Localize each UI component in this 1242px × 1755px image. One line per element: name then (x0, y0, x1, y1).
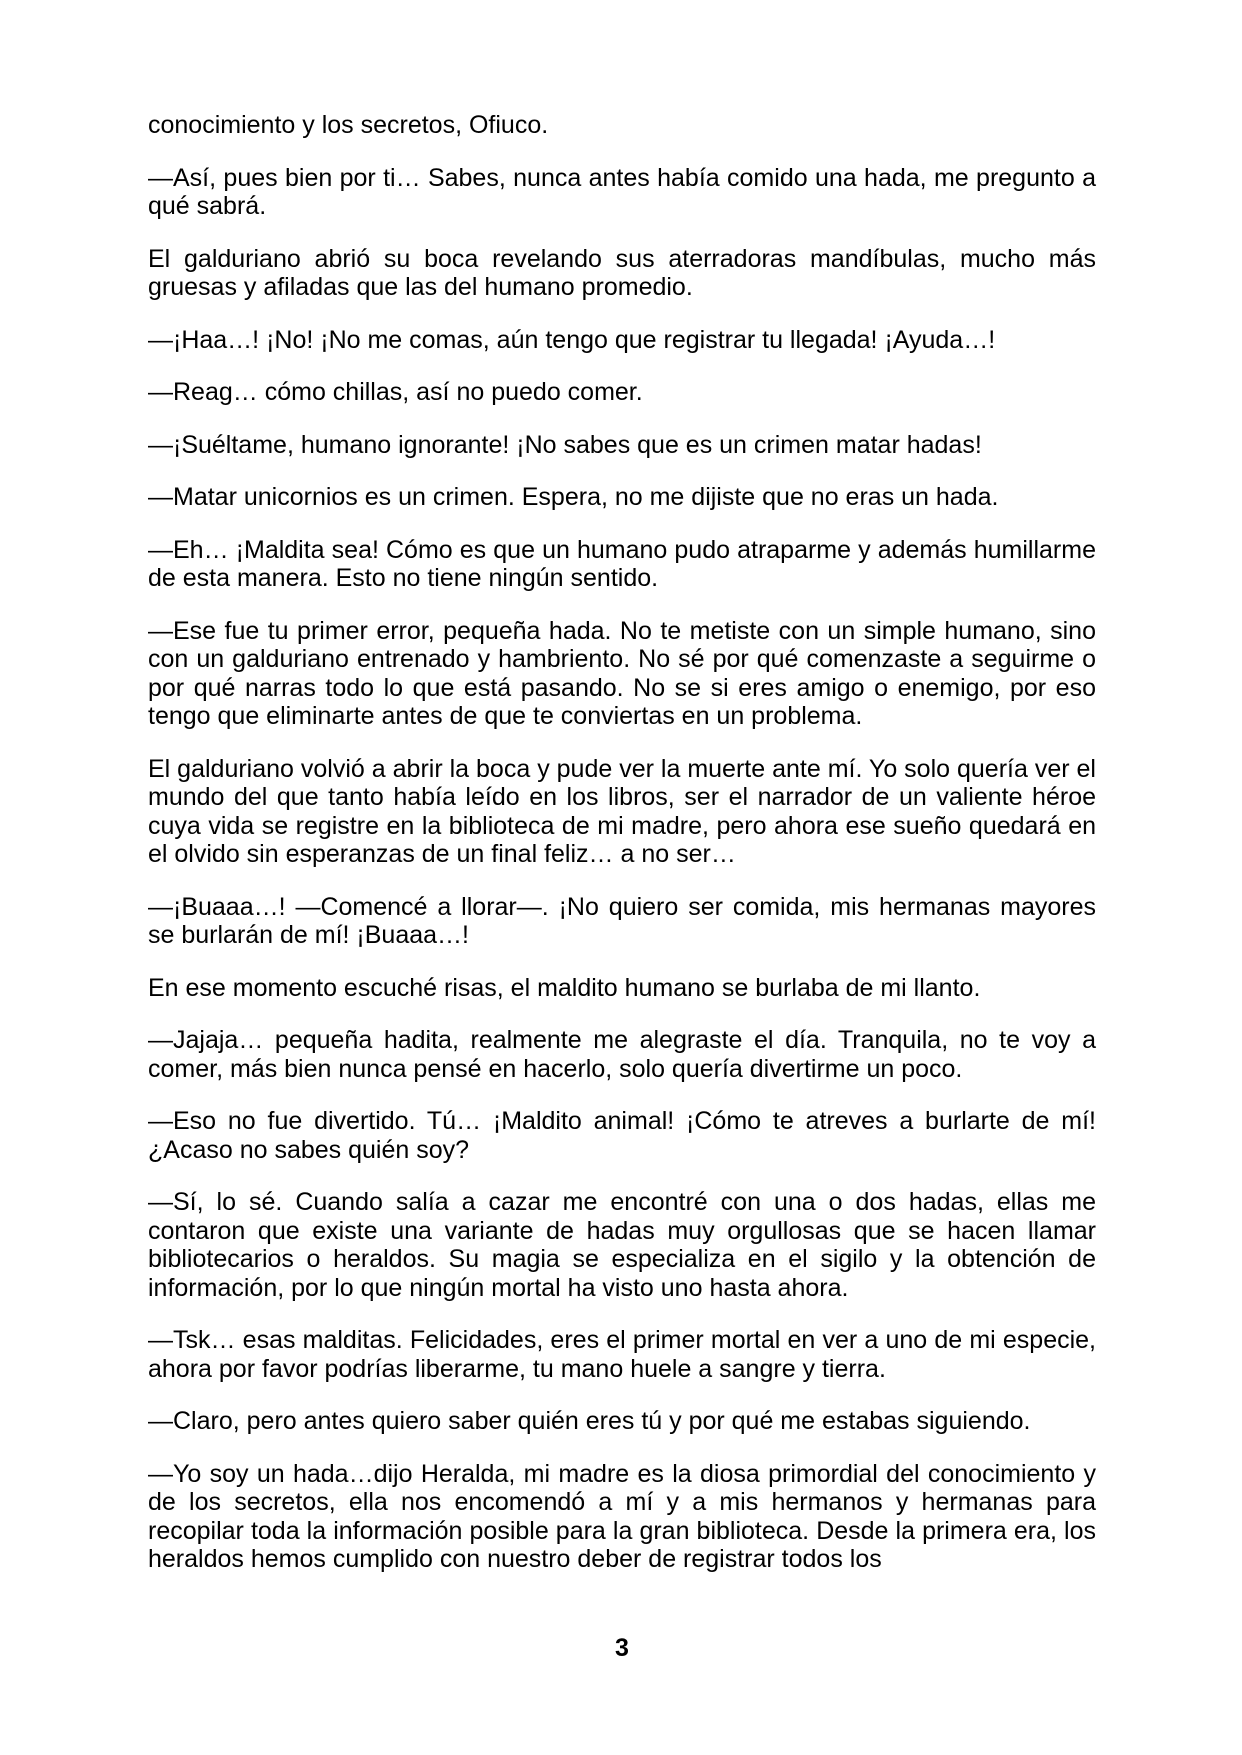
paragraph: —Claro, pero antes quiero saber quién eres tú y por qué me estabas siguiendo. (148, 1407, 1031, 1435)
paragraph: —Tsk… esas malditas. Felicidades, eres el primer mortal en ver a uno de mi especie, ahora por favor podrías liberarme, tu mano huele a sangre y tierra. (148, 1326, 1096, 1383)
paragraph: —Eso no fue divertido. Tú… ¡Maldito animal! ¡Cómo te atreves a burlarte de mí! ¿Acaso no sabes quién soy? (148, 1107, 1096, 1164)
paragraph: —Reag… cómo chillas, así no puedo comer. (148, 378, 643, 406)
paragraph: En ese momento escuché risas, el maldito humano se burlaba de mi llanto. (148, 973, 981, 1002)
paragraph: —¡Buaaa…! —Comencé a llorar—. ¡No quiero ser comida, mis hermanas mayores se burlarán de mí! ¡Buaaa…! (148, 892, 1096, 949)
paragraph: —Sí, lo sé. Cuando salía a cazar me encontré con una o dos hadas, ellas me contaron que existe una variante de hadas muy orgullosas que se hacen llamar bibliotecarios o heraldos. Su magia se especializa en el sigilo y la obtención de información, por lo que ningún mortal ha visto uno hasta ahora. (148, 1188, 1096, 1302)
paragraph: —Jajaja… pequeña hadita, realmente me alegraste el día. Tranquila, no te voy a comer, más bien nunca pensé en hacerlo, solo quería divertirme un poco. (148, 1026, 1096, 1083)
paragraph: —¡Suéltame, humano ignorante! ¡No sabes que es un crimen matar hadas! (148, 430, 982, 459)
paragraph: conocimiento y los secretos, Ofiuco. (148, 111, 549, 139)
paragraph: El galduriano volvió a abrir la boca y pude ver la muerte ante mí. Yo solo quería ver el mundo del que tanto había leído en los libros, ser el narrador de un valiente héroe cuya vida se registre en la biblioteca de mi madre, pero ahora ese sueño quedará en el olvido sin esperanzas de un final feliz… a no ser… (148, 754, 1096, 868)
paragraph: —Ese fue tu primer error, pequeña hada. No te metiste con un simple humano, sino con un galduriano entrenado y hambriento. No sé por qué comenzaste a seguirme o por qué narras todo lo que está pasando. No se si eres amigo o enemigo, por eso tengo que eliminarte antes de que te conviertas en un problema. (148, 616, 1096, 730)
paragraph: —Yo soy un hada…dijo Heralda, mi madre es la diosa primordial del conocimiento y de los secretos, ella nos encomendó a mí y a mis hermanos y hermanas para recopilar toda la información posible para la gran biblioteca. Desde la primera era, los heraldos hemos cumplido con nuestro deber de registrar todos los (148, 1459, 1096, 1573)
paragraph: —Matar unicornios es un crimen. Espera, no me dijiste que no eras un hada. (148, 483, 999, 511)
paragraph: —Eh… ¡Maldita sea! Cómo es que un humano pudo atraparme y además humillarme de esta manera. Esto no tiene ningún sentido. (148, 535, 1096, 592)
paragraph: —¡Haa…! ¡No! ¡No me comas, aún tengo que registrar tu llegada! ¡Ayuda…! (148, 325, 996, 354)
paragraph: —Así, pues bien por ti… Sabes, nunca antes había comido una hada, me pregunto a qué sabrá. (148, 163, 1096, 220)
paragraph: El galduriano abrió su boca revelando sus aterradoras mandíbulas, mucho más gruesas y afiladas que las del humano promedio. (148, 244, 1096, 301)
text-body (148, 111, 1096, 1574)
page-number: 3 (615, 1633, 629, 1662)
